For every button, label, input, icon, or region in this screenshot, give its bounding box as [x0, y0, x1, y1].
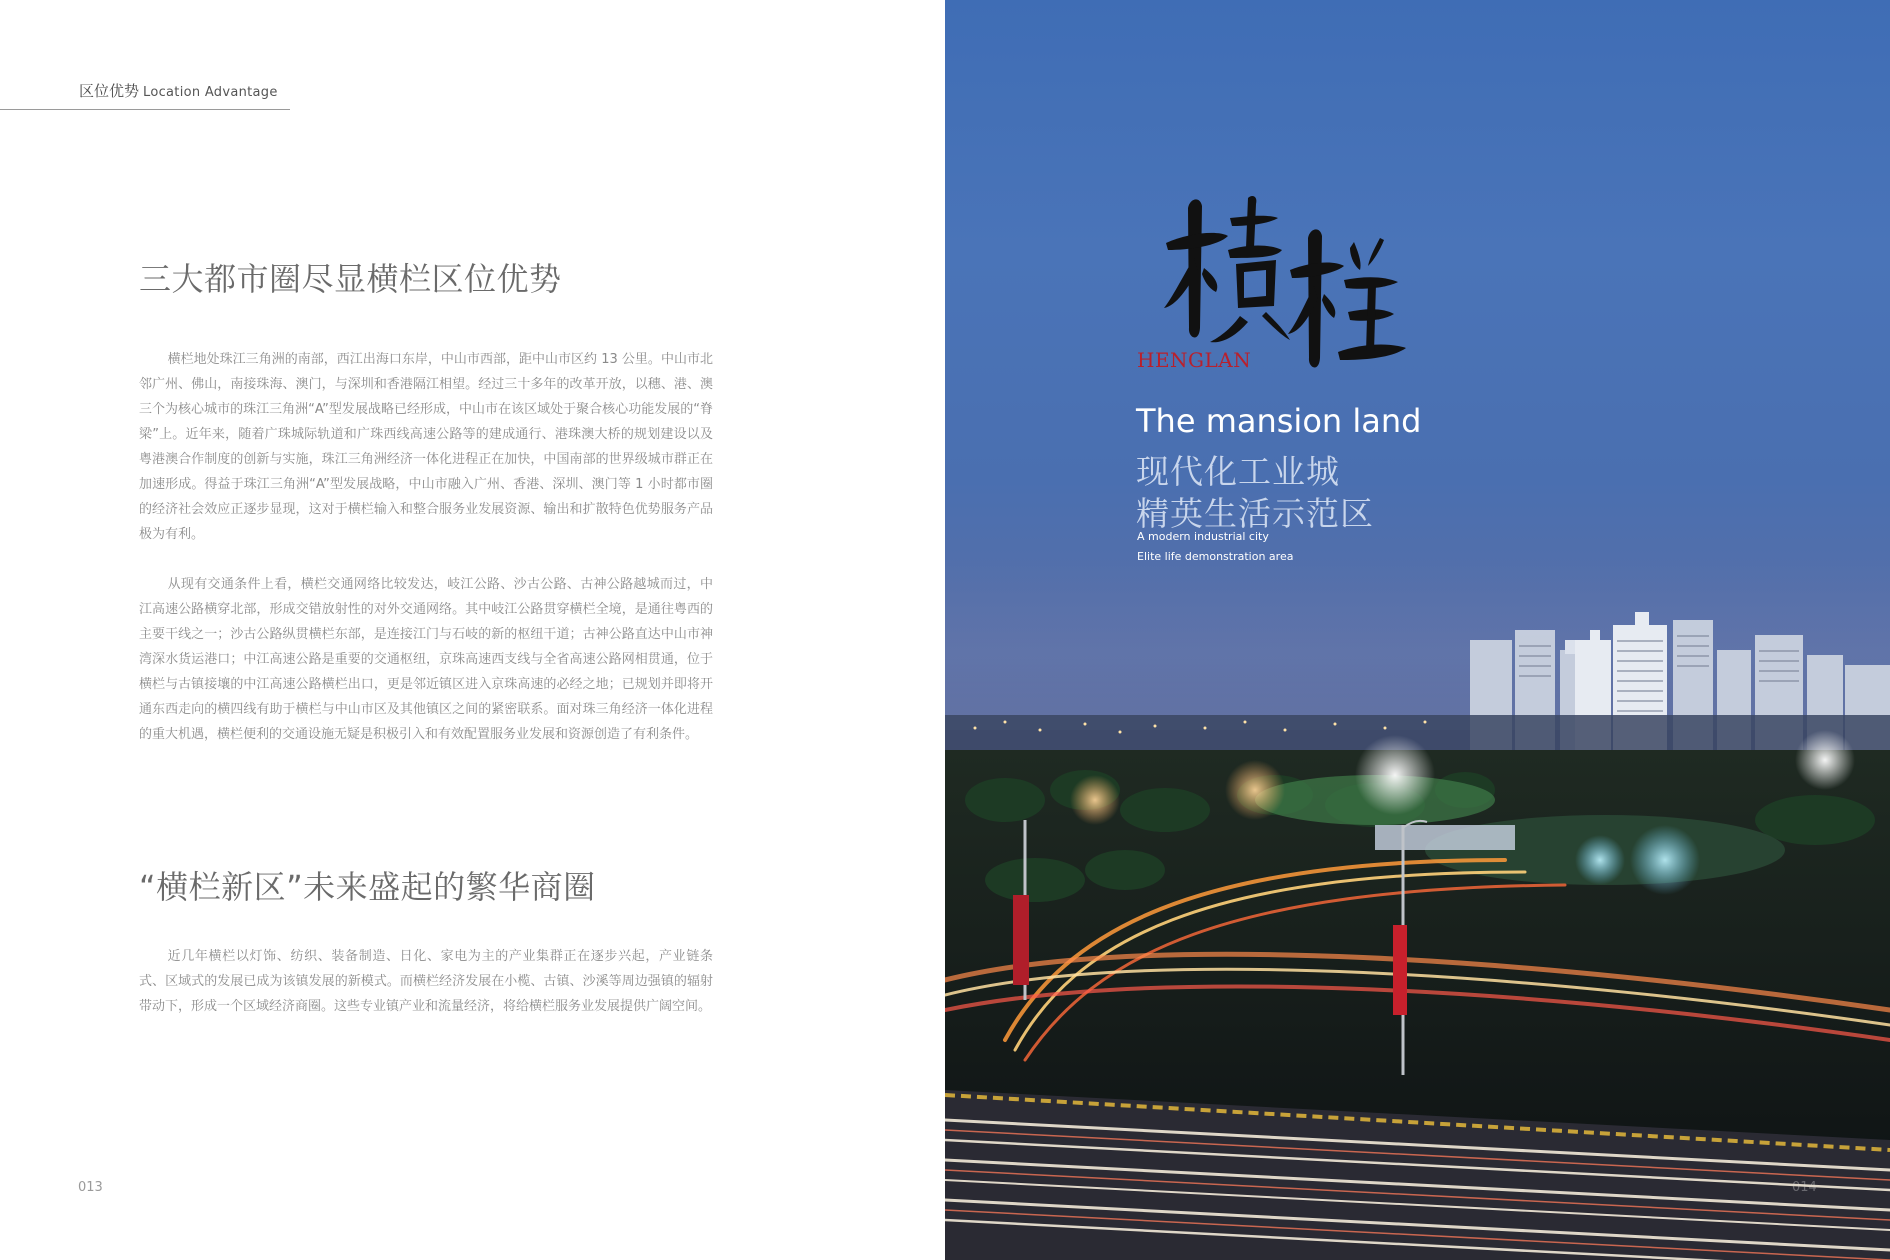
section-header — [0, 78, 290, 110]
section-header-text — [79, 80, 278, 101]
brand-name-en: HENGLAN — [1137, 348, 1252, 372]
tagline-cn-line-2: 精英生活示范区 — [1136, 494, 1374, 533]
heading-business-district: “横栏新区”未来盛起的繁华商圈 — [139, 868, 596, 906]
tagline-small-line-2: Elite life demonstration area — [1137, 550, 1294, 563]
right-page-photo — [945, 0, 1890, 1260]
heading-location-advantage: 三大都市圈尽显横栏区位优势 — [139, 260, 562, 298]
tagline-cn-line-1: 现代化工业城 — [1136, 452, 1340, 491]
paragraph-industry: 近几年横栏以灯饰、纺织、装备制造、日化、家电为主的产业集群正在逐步兴起，产业链条式、区域式的发展已成为该镇发展的新模式。而横栏经济发展在小榄、古镇、沙溪等周边强镇的辐射带动下，形成一个区域经济商圈。这些专业镇产业和流量经济，将给横栏服务业发展提供广阔空间。 — [139, 949, 713, 1014]
paragraph-location: 横栏地处珠江三角洲的南部，西江出海口东岸，中山市西部，距中山市区约 13 公里。中山市北邻广州、佛山，南接珠海、澳门，与深圳和香港隔江相望。经过三十多年的改革开放，以穗、港、澳三个为核心城市的珠江三角洲“A”型发展战略已经形成，中山市在该区域处于聚合核心功能发展的“脊梁”上。近年来，随着广珠城际轨道和广珠西线高速公路等的建成通行、港珠澳大桥的规划建设以及粤港澳合作制度的创新与实施，珠江三角洲经济一体化进程正在加快，中国南部的世界级城市群正在加速形成。得益于珠江三角洲“A”型发展战略，中山市融入广州、香港、深圳、澳门等 1 小时都市圈的经济社会效应正逐步显现，这对于横栏输入和整合服务业发展资源、输出和扩散特色优势服务产品极为有利。 — [139, 352, 713, 542]
page-number-right: 014 — [1792, 1180, 1817, 1195]
tagline-en-title: The mansion land — [1136, 402, 1422, 440]
paragraph-transport: 从现有交通条件上看，横栏交通网络比较发达，岐江公路、沙古公路、古神公路越城而过，中江高速公路横穿北部，形成交错放射性的对外交通网络。其中岐江公路贯穿横栏全境，是通往粤西的主要干线之一；沙古公路纵贯横栏东部，是连接江门与石岐的新的枢纽干道；古神公路直达中山市神湾深水货运港口；中江高速公路是重要的交通枢纽，京珠高速西支线与全省高速公路网相贯通，位于横栏与古镇接壤的中江高速公路横栏出口，更是邻近镇区进入京珠高速的必经之地；已规划并即将开通东西走向的横四线有助于横栏与中山市区及其他镇区之间的紧密联系。面对珠三角经济一体化进程的重大机遇，横栏便利的交通设施无疑是积极引入和有效配置服务业发展和资源创造了有利条件。 — [139, 577, 713, 742]
page-number-left: 013 — [78, 1180, 103, 1195]
section-header-en: Location Advantage — [143, 85, 278, 100]
tagline-small-line-1: A modern industrial city — [1137, 530, 1269, 543]
section-header-cn: 区位优势 — [79, 82, 140, 100]
night-city-illustration — [945, 0, 1890, 1260]
